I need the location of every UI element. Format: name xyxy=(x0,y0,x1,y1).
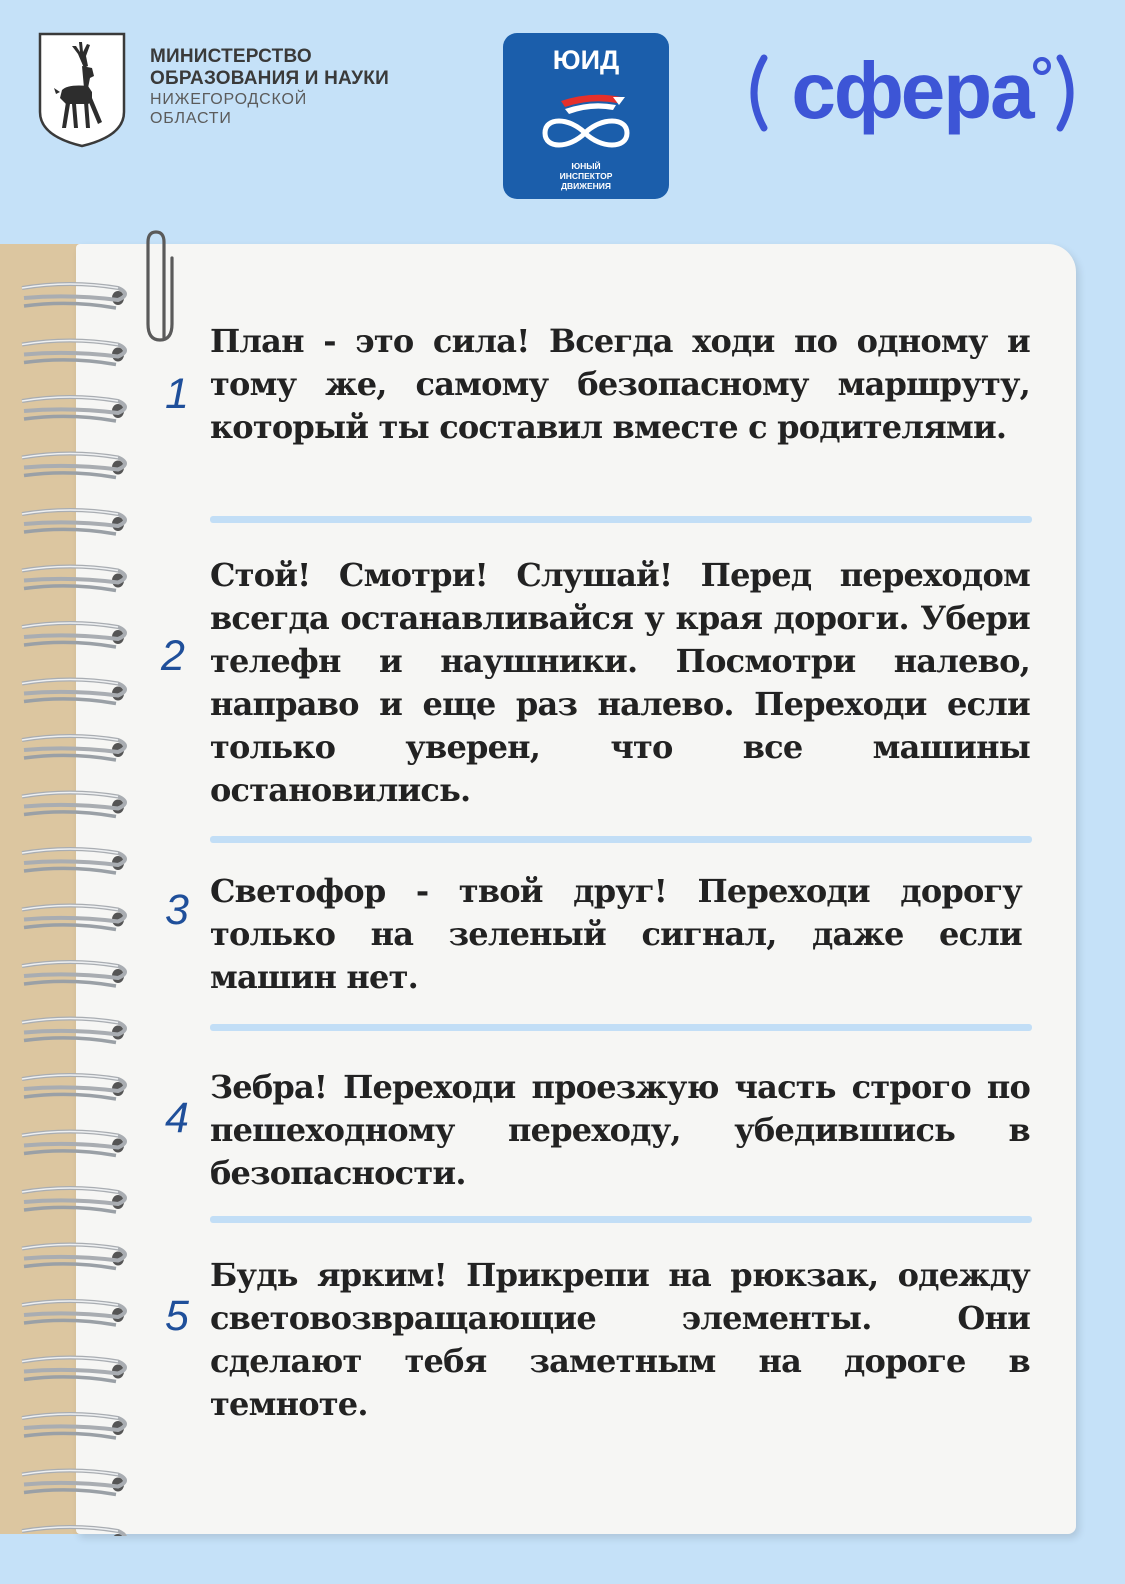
rule-number-2: 2 xyxy=(161,632,185,680)
rule-number-5: 5 xyxy=(165,1292,189,1340)
rule-text-4: Зебра! Переходи проезжую часть строго по пешеходному переходу, убедившись в безопасности. xyxy=(210,1068,1030,1192)
spiral-binding xyxy=(0,244,150,1536)
sfera-logo-text: сфера xyxy=(791,48,1033,135)
rule-divider-3 xyxy=(210,1024,1032,1031)
header xyxy=(0,0,1125,230)
spiral-ring xyxy=(22,1358,125,1382)
spiral-ring xyxy=(22,623,125,647)
rule-divider-1 xyxy=(210,516,1032,523)
rule-number-3: 3 xyxy=(165,886,189,934)
spiral-ring xyxy=(22,510,125,534)
ministry-name-line1: МИНИСТЕРСТВО xyxy=(150,46,312,67)
rule-number-4: 4 xyxy=(165,1094,189,1142)
bicycle-infinity-icon xyxy=(521,87,651,159)
spiral-ring xyxy=(22,341,125,365)
spiral-ring xyxy=(22,397,125,421)
ministry-region-line1: НИЖЕГОРОДСКОЙ xyxy=(150,91,308,108)
ministry-name-line2: ОБРАЗОВАНИЯ И НАУКИ xyxy=(150,68,389,89)
paperclip-icon xyxy=(142,228,178,348)
spiral-ring xyxy=(22,906,125,930)
deer-crest-icon xyxy=(38,32,126,148)
rule-text-5: Будь ярким! Прикрепи на рюкзак, одежду световозвращающие элементы. Они сделают тебя заметным на дороге в темноте. xyxy=(210,1256,1030,1423)
spiral-ring xyxy=(22,1527,125,1536)
rule-divider-4 xyxy=(210,1216,1032,1223)
spiral-ring xyxy=(22,962,125,986)
spiral-ring xyxy=(22,454,125,478)
rule-text-3: Светофор - твой друг! Переходи дорогу только на зеленый сигнал, даже если машин нет. xyxy=(210,872,1022,996)
ministry-region-line2: ОБЛАСТИ xyxy=(150,110,232,127)
rule-number-1: 1 xyxy=(165,370,189,418)
yuid-logo xyxy=(503,33,669,199)
ministry-logo xyxy=(38,32,458,152)
yuid-subtitle: ЮНЫЙ ИНСПЕКТОР ДВИЖЕНИЯ xyxy=(559,161,613,191)
sfera-logo xyxy=(742,48,1082,138)
spiral-ring xyxy=(22,1301,125,1325)
rule-divider-2 xyxy=(210,836,1032,843)
spiral-ring xyxy=(22,1471,125,1495)
spiral-ring xyxy=(22,1075,125,1099)
spiral-ring xyxy=(22,793,125,817)
spiral-ring xyxy=(22,1019,125,1043)
spiral-ring xyxy=(22,284,125,308)
yuid-title: ЮИД xyxy=(552,45,620,75)
spiral-ring xyxy=(22,1414,125,1438)
spiral-ring xyxy=(22,1132,125,1156)
rule-text-2: Стой! Смотри! Слушай! Перед переходом всегда останавливайся у края дороги. Убери телефн и наушники. Посмотри налево, направо и еще раз налево. Переходи если только уверен, что все машины остановились. xyxy=(210,556,1030,809)
spiral-ring xyxy=(22,736,125,760)
spiral-ring xyxy=(22,680,125,704)
spiral-ring xyxy=(22,1188,125,1212)
spiral-ring xyxy=(22,1245,125,1269)
spiral-ring xyxy=(22,567,125,591)
rule-text-1: План - это сила! Всегда ходи по одному и тому же, самому безопасному маршруту, который ты составил вместе с родителями. xyxy=(210,322,1030,446)
notebook xyxy=(0,244,1078,1536)
spiral-ring xyxy=(22,849,125,873)
